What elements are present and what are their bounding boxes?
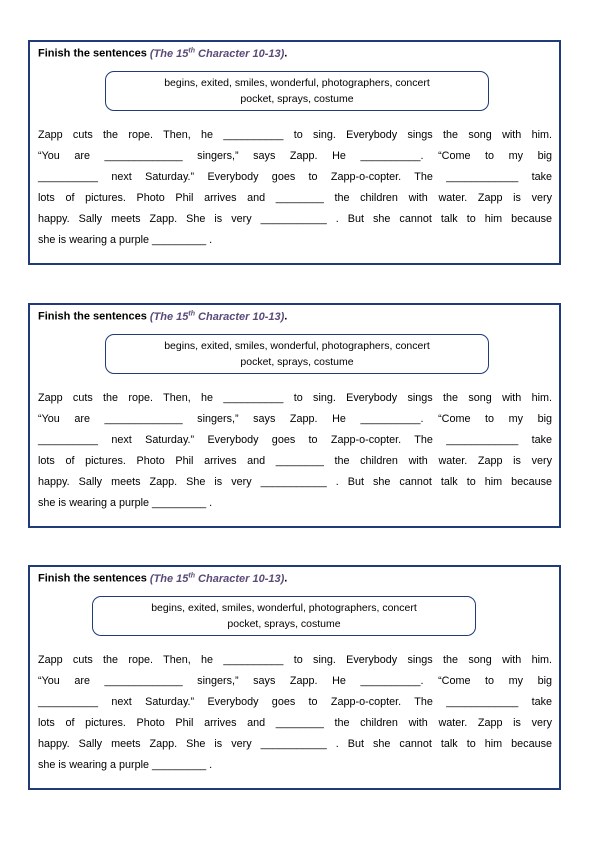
worksheet-card-3 [28,565,561,790]
word-bank-line: begins, exited, smiles, wonderful, photographers, concert [151,602,417,614]
cloze-paragraph [38,650,552,776]
word-bank-line: begins, exited, smiles, wonderful, photographers, concert [164,340,430,352]
paragraph-line: “You are _____________ singers,” says Zapp. He __________. “Come to my big [38,413,552,425]
chapter-reference: (The 15th Character 10-13) [149,310,285,323]
paragraph-line: happy. Sally meets Zapp. She is very ___________ . But she cannot talk to him because [38,738,552,750]
word-bank-line: pocket, sprays, costume [240,356,354,368]
paragraph-line: __________ next Saturday.” Everybody goes to Zapp-o-copter. The ____________ take [38,171,552,183]
worksheet-card-1 [28,40,561,265]
card-title: Finish the sentences (The 15th Character 10-13). [38,47,288,60]
paragraph-line: lots of pictures. Photo Phil arrives and ________ the children with water. Zapp is very [38,455,552,467]
word-bank [105,71,489,111]
paragraph-line: __________ next Saturday.” Everybody goes to Zapp-o-copter. The ____________ take [38,434,552,446]
card-title: Finish the sentences (The 15th Character 10-13). [38,310,288,323]
paragraph-line: happy. Sally meets Zapp. She is very ___________ . But she cannot talk to him because [38,213,552,225]
cloze-paragraph [38,388,552,514]
word-bank-line: begins, exited, smiles, wonderful, photographers, concert [164,77,430,89]
word-bank-line: pocket, sprays, costume [240,93,354,105]
paragraph-line: lots of pictures. Photo Phil arrives and ________ the children with water. Zapp is very [38,192,552,204]
word-bank [92,596,476,636]
card-title: Finish the sentences (The 15th Character 10-13). [38,572,288,585]
worksheet-card-2 [28,303,561,528]
word-bank [105,334,489,374]
word-bank-line: pocket, sprays, costume [227,618,341,630]
paragraph-line: she is wearing a purple _________ . [38,497,213,509]
paragraph-line: she is wearing a purple _________ . [38,759,213,771]
paragraph-line: Zapp cuts the rope. Then, he __________ to sing. Everybody sings the song with him. [38,129,552,141]
paragraph-line: lots of pictures. Photo Phil arrives and ________ the children with water. Zapp is very [38,717,552,729]
paragraph-line: Zapp cuts the rope. Then, he __________ to sing. Everybody sings the song with him. [38,392,552,404]
chapter-reference: (The 15th Character 10-13) [149,47,285,60]
cloze-paragraph [38,125,552,251]
chapter-reference: (The 15th Character 10-13) [149,572,285,585]
paragraph-line: __________ next Saturday.” Everybody goes to Zapp-o-copter. The ____________ take [38,696,552,708]
paragraph-line: she is wearing a purple _________ . [38,234,213,246]
paragraph-line: Zapp cuts the rope. Then, he __________ to sing. Everybody sings the song with him. [38,654,552,666]
paragraph-line: “You are _____________ singers,” says Zapp. He __________. “Come to my big [38,150,552,162]
paragraph-line: happy. Sally meets Zapp. She is very ___________ . But she cannot talk to him because [38,476,552,488]
paragraph-line: “You are _____________ singers,” says Zapp. He __________. “Come to my big [38,675,552,687]
